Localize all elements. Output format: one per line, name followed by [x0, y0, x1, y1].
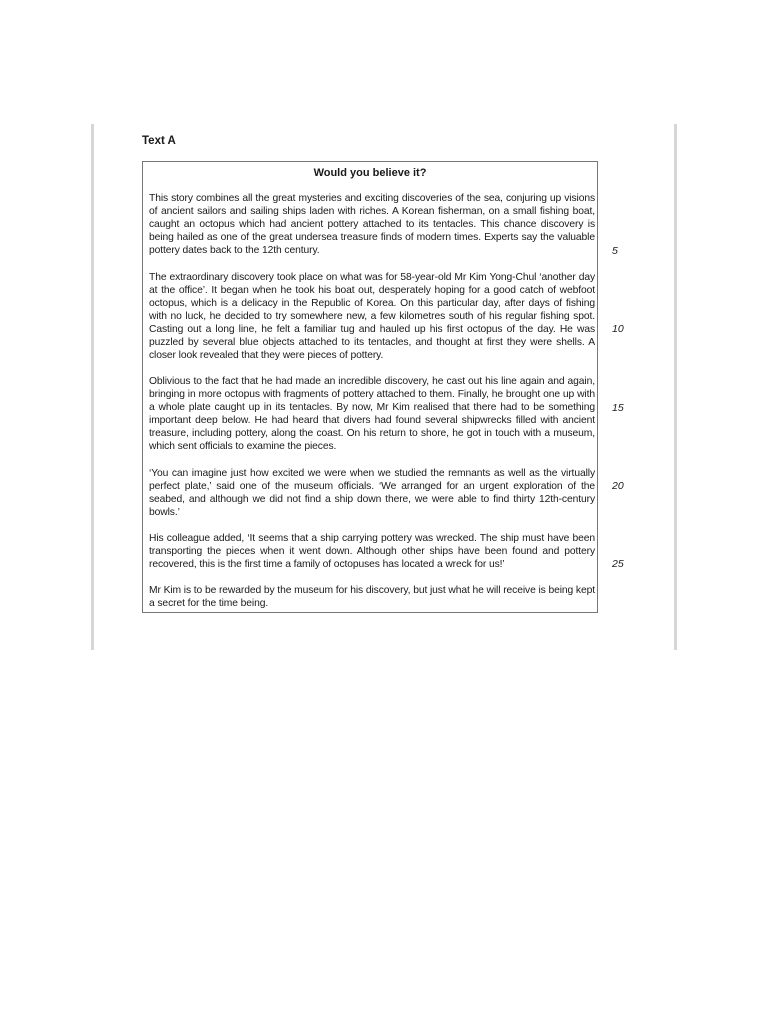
paragraph-6: Mr Kim is to be rewarded by the museum for his discovery, but just what he will receive is being kept a secret for the time being. — [149, 585, 595, 609]
text-box — [142, 161, 598, 613]
text-title: Would you believe it? — [313, 167, 427, 179]
line-number-5: 5 — [612, 245, 618, 257]
paragraph-2: The extraordinary discovery took place on what was for 58-year-old Mr Kim Yong-Chul ‘another day at the office’. It began when he took his boat out, desperately hoping for a good catch of webfoot octopus, which is a delicacy in the Republic of Korea. On this particular day, after days of fishing with no luck, he decided to try somewhere new, a few kilometres south of his regular fishing spot. Casting out a long line, he felt a familiar tug and hauled up his first octopus of the day. He was puzzled by several blue objects attached to its tentacles, and thought at first they were shells. A closer look revealed that they were pieces of pottery. — [149, 272, 595, 361]
line-number-15: 15 — [612, 402, 624, 414]
line-number-25: 25 — [612, 558, 624, 570]
paragraph-3: Oblivious to the fact that he had made an incredible discovery, he cast out his line again and again, bringing in more octopus with fragments of pottery attached to them. Finally, he brought one up with a whole plate caught up in its tentacles. By now, Mr Kim realised that there had to be something important deep below. He had heard that divers had found several shipwrecks filled with ancient treasure, including pottery, along the coast. On his return to shore, he got in touch with a museum, which sent officials to examine the pieces. — [149, 376, 595, 452]
left-margin-rule — [91, 124, 94, 650]
paragraph-4: ‘You can imagine just how excited we were when we studied the remnants as well as the virtually perfect plate,’ said one of the museum officials. ‘We arranged for an urgent exploration of the seabed, and although we did not find a ship down there, we were able to find thirty 12th-century bowls.’ — [149, 468, 595, 518]
section-label: Text A — [142, 135, 176, 147]
paragraph-1: This story combines all the great mysteries and exciting discoveries of the sea, conjuring up visions of ancient sailors and sailing ships laden with riches. A Korean fisherman, on a small fishing boat, caught an octopus which had ancient pottery attached to its tentacles. This chance discovery is being hailed as one of the great undersea treasure finds of modern times. Experts say the valuable pottery dates back to the 12th century. — [149, 193, 595, 256]
right-margin-rule — [674, 124, 677, 650]
paragraph-5: His colleague added, ‘It seems that a ship carrying pottery was wrecked. The ship must have been transporting the pieces when it went down. Although other ships have been found and pottery recovered, this is the first time a family of octopuses has located a wreck for us!’ — [149, 533, 595, 570]
line-number-20: 20 — [612, 480, 624, 492]
line-number-10: 10 — [612, 323, 624, 335]
